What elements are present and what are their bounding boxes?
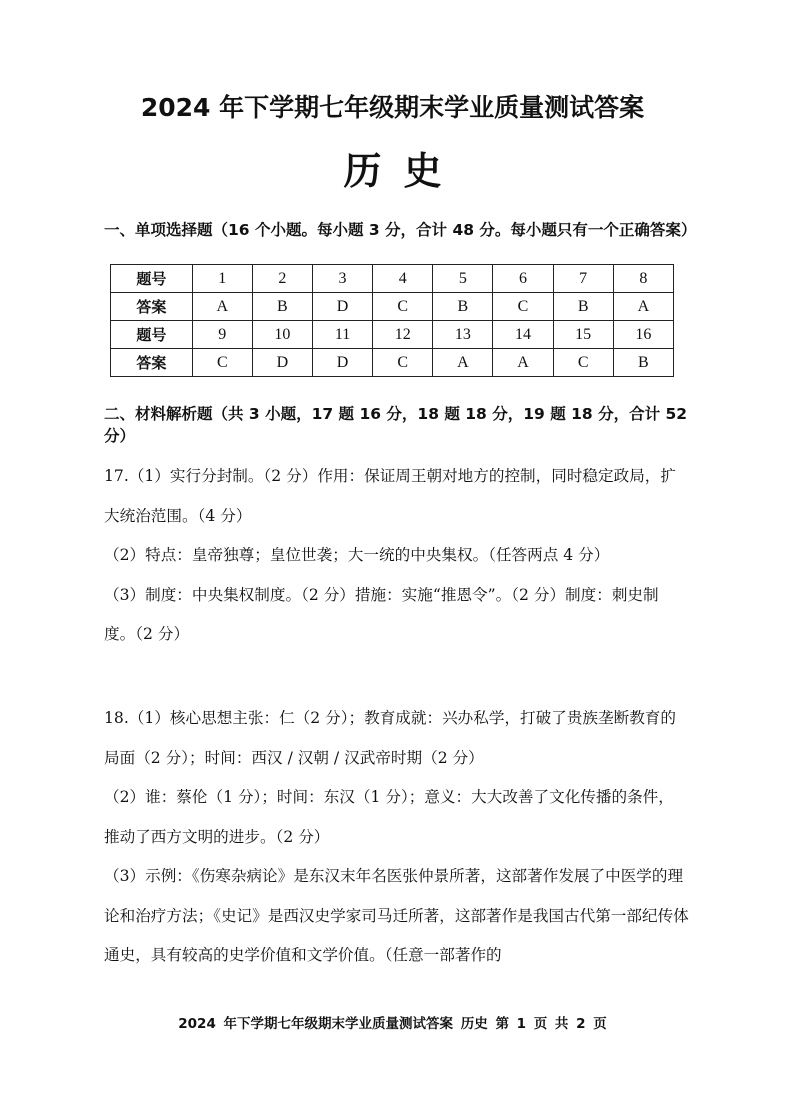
answer-cell: B (613, 349, 673, 377)
question-number-cell: 9 (192, 321, 252, 349)
question-17-answer (104, 457, 689, 655)
answer-cell: C (373, 293, 433, 321)
subject-title: 历史 (343, 149, 464, 193)
answer-cell: C (553, 349, 613, 377)
section2-heading: 二、材料解析题（共 3 小题，17 题 16 分，18 题 18 分，19 题 18 分，合计 52 分） (104, 405, 688, 445)
answer-cell: C (192, 349, 252, 377)
question-number-cell: 13 (433, 321, 493, 349)
question-number-cell: 8 (613, 265, 673, 293)
answer-cell: B (252, 293, 312, 321)
table-row (111, 321, 674, 349)
question-number-row-label: 题号 (111, 321, 193, 349)
question-number-cell: 6 (493, 265, 553, 293)
question-number-cell: 2 (252, 265, 312, 293)
page-footer: 2024 年下学期七年级期末学业质量测试答案 历史 第 1 页 共 2 页 (178, 1016, 607, 1032)
answer-row-label: 答案 (111, 293, 193, 321)
question-number-cell: 3 (312, 265, 372, 293)
question-number-cell: 4 (373, 265, 433, 293)
question-number-cell: 15 (553, 321, 613, 349)
question-number-cell: 1 (192, 265, 252, 293)
q17-part3: （3）制度：中央集权制度。（2 分）措施：实施“推恩令”。（2 分）制度：刺史制度。（2 分） (104, 585, 659, 643)
q17-part2: （2）特点：皇帝独尊；皇位世袭；大一统的中央集权。（任答两点 4 分） (104, 546, 610, 564)
table-row (111, 293, 674, 321)
question-number-cell: 10 (252, 321, 312, 349)
q18-part3: （3）示例：《伤寒杂病论》是东汉末年名医张仲景所著，这部著作发展了中医学的理论和治疗方法；《史记》是西汉史学家司马迁所著，这部著作是我国古代第一部纪传体通史，具有较高的史学价值和文学价值。（任意一部著作的 (104, 867, 689, 964)
answer-table (110, 264, 674, 377)
question-number-row-label: 题号 (111, 265, 193, 293)
question-number-cell: 7 (553, 265, 613, 293)
q17-part1: 17.（1）实行分封制。（2 分）作用：保证周王朝对地方的控制，同时稳定政局，扩大统治范围。（4 分） (104, 467, 676, 525)
question-number-cell: 11 (312, 321, 372, 349)
answer-cell: C (373, 349, 433, 377)
answer-cell: B (553, 293, 613, 321)
answer-cell: D (312, 349, 372, 377)
question-number-cell: 14 (493, 321, 553, 349)
answer-cell: A (613, 293, 673, 321)
answer-cell: C (493, 293, 553, 321)
document-title: 2024 年下学期七年级期末学业质量测试答案 (140, 93, 645, 122)
question-number-cell: 12 (373, 321, 433, 349)
answer-cell: B (433, 293, 493, 321)
table-row (111, 265, 674, 293)
question-number-cell: 16 (613, 321, 673, 349)
answer-cell: A (493, 349, 553, 377)
answer-cell: A (192, 293, 252, 321)
q18-part2: （2）谁：蔡伦（1 分）；时间：东汉（1 分）；意义：大大改善了文化传播的条件，推动了西方文明的进步。（2 分） (104, 788, 674, 846)
section1-heading: 一、单项选择题（16 个小题。每小题 3 分，合计 48 分。每小题只有一个正确答案） (104, 221, 697, 239)
answer-cell: A (433, 349, 493, 377)
answer-row-label: 答案 (111, 349, 193, 377)
q18-part1: 18.（1）核心思想主张：仁（2 分）；教育成就：兴办私学，打破了贵族垄断教育的局面（2 分）；时间：西汉 / 汉朝 / 汉武帝时期（2 分） (104, 709, 676, 767)
answer-cell: D (252, 349, 312, 377)
answer-cell: D (312, 293, 372, 321)
table-row (111, 349, 674, 377)
question-number-cell: 5 (433, 265, 493, 293)
question-18-answer (104, 699, 689, 976)
